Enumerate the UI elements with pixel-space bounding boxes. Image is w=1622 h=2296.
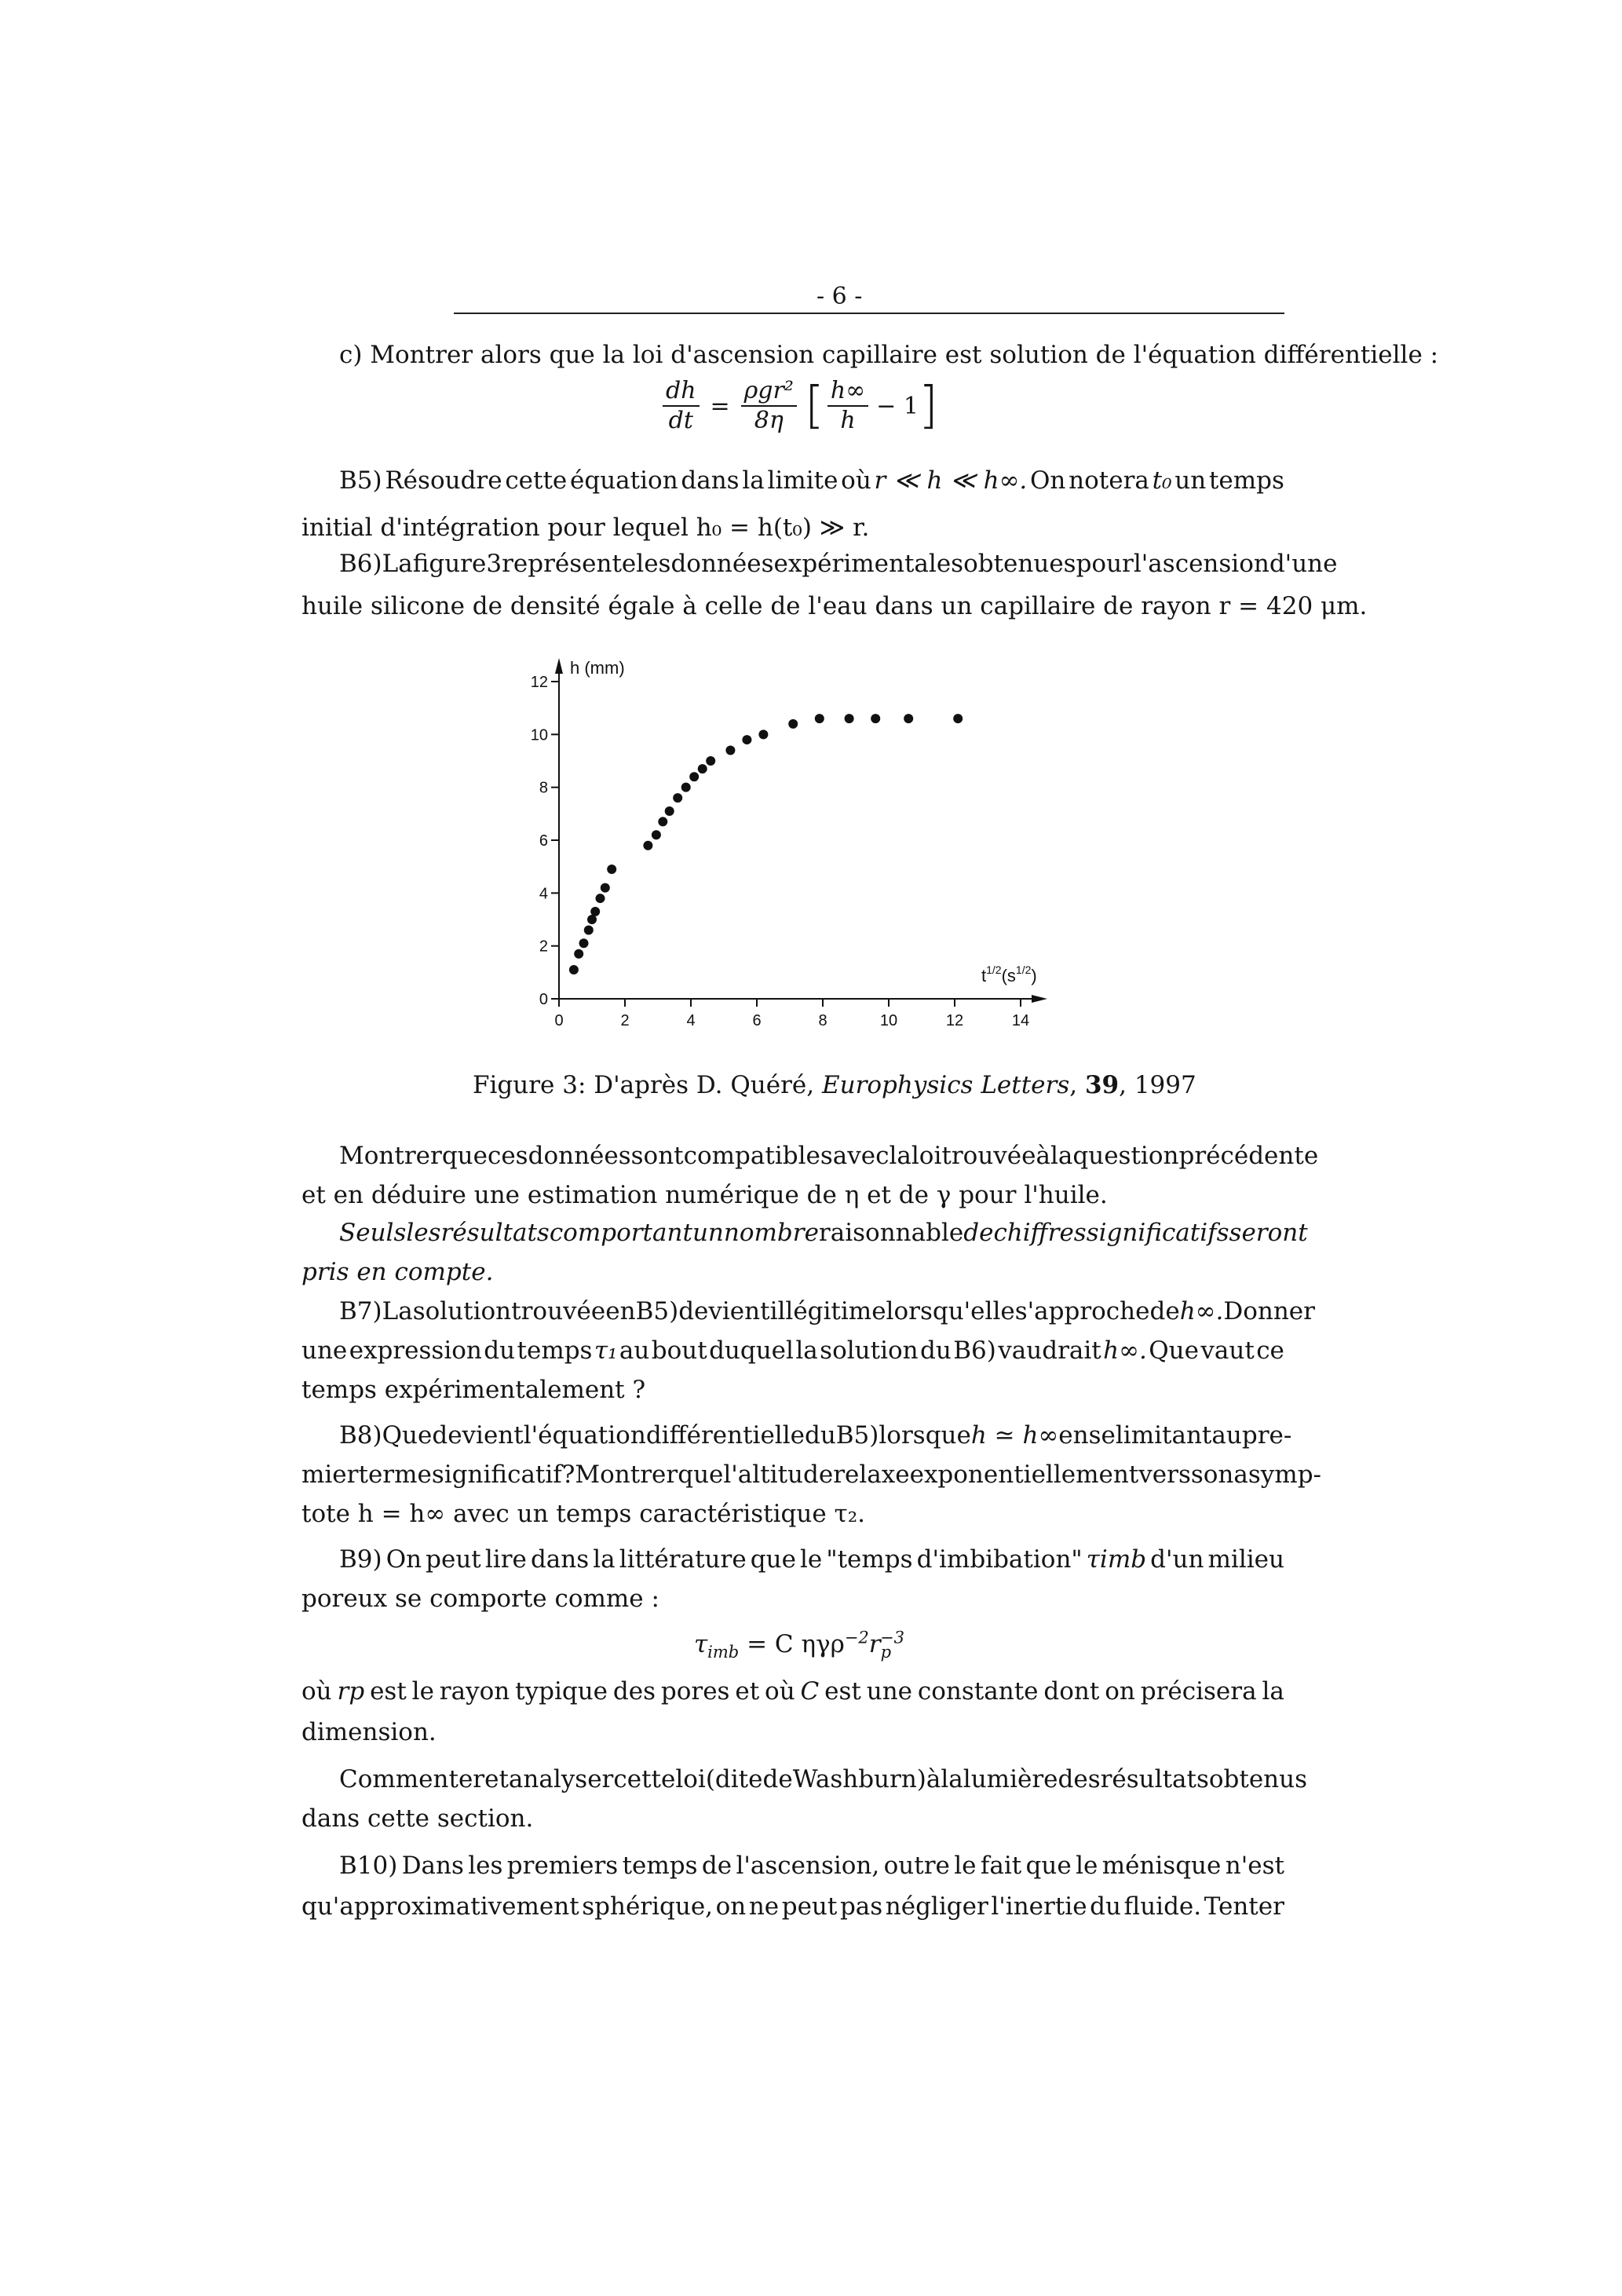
data-point (698, 764, 707, 773)
data-point (658, 817, 667, 826)
x-axis-arrow (1032, 995, 1047, 1003)
p-montrer-line2: et en déduire une estimation numérique de η et de γ pour l'huile. (301, 1181, 1108, 1209)
p-seuls-line2: pris en compte. (301, 1258, 494, 1286)
b8-line1: B8) Que devient l'équation différentielle du B5) lorsque h ≃ h∞ en se limitant au pre- (339, 1421, 1292, 1450)
data-point (574, 949, 583, 959)
b8-line3: tote h = h∞ avec un temps caractéristique τ₂. (301, 1500, 865, 1528)
data-point (665, 806, 674, 816)
x-tick-label: 6 (752, 1012, 762, 1029)
y-axis-arrow (555, 658, 563, 674)
x-tick-label: 14 (1011, 1012, 1030, 1029)
data-point (706, 756, 715, 766)
b9-line1: B9) On peut lire dans la littérature que le "temps d'imbibation" τimb d'un milieu (339, 1545, 1284, 1574)
data-point (681, 783, 691, 792)
p-commenter-line2: dans cette section. (301, 1804, 534, 1833)
data-point (643, 841, 652, 850)
p-seuls-line1: Seuls les résultats comportant un nombre raisonnable de chiffres significatifs seront (339, 1219, 1308, 1247)
data-point (953, 714, 963, 723)
y-tick-label: 0 (539, 991, 548, 1008)
b7-line1: B7) La solution trouvée en B5) devient illégitime lorsqu'elle s'approche de h∞. Donner (339, 1297, 1315, 1325)
equation-capillary-ode: $\frac{dh}{dt}$ = $\frac{\text{ρgr²}}{8\eta}$ [ $\frac{h\infty}{h}$ − 1 ] (659, 377, 938, 435)
x-tick-label: 2 (620, 1012, 630, 1029)
b9-line4: dimension. (301, 1718, 437, 1746)
y-axis-label: h (mm) (570, 658, 625, 678)
figure-caption: Figure 3: D'après D. Quéré, Europhysics Letters, 39, 1997 (473, 1071, 1196, 1099)
data-point (607, 865, 616, 874)
y-tick-label: 6 (539, 832, 548, 850)
data-point (596, 894, 605, 903)
data-point (758, 729, 768, 739)
data-point (584, 925, 594, 934)
b9-line3: où rp est le rayon typique des pores et où C est une constante dont on précisera la (301, 1677, 1284, 1706)
y-tick-label: 10 (530, 726, 548, 744)
b10-line2: qu'approximativement sphérique, on ne peut pas négliger l'inertie du fluide. Tenter (301, 1892, 1284, 1921)
x-tick-label: 0 (554, 1012, 564, 1029)
data-point (579, 938, 589, 948)
y-tick-label: 4 (539, 885, 548, 903)
page-number: - 6 - (816, 283, 863, 310)
data-point (845, 714, 854, 723)
data-point (590, 907, 600, 916)
x-tick-label: 4 (686, 1012, 696, 1029)
b5-line2: initial d'intégration pour lequel h₀ = h(t₀) ≫ r. (301, 514, 870, 542)
b10-line1: B10) Dans les premiers temps de l'ascension, outre le fait que le ménisque n'est (339, 1852, 1284, 1880)
data-point (904, 714, 913, 723)
equation-washburn: $\tau_{imb} = C$ $\eta\gamma\rho^{-2}r_p^{-3}$ (694, 1628, 905, 1662)
p-montrer-line1: Montrer que ces données sont compatibles avec la loi trouvée à la question précédente (339, 1142, 1319, 1170)
b8-line2: mier terme significatif ? Montrer que l'altitude relaxe exponentiellement vers son asymp- (301, 1461, 1322, 1489)
data-point (652, 830, 661, 839)
figure-3-chart (471, 628, 1099, 1052)
header-rule (454, 313, 1284, 314)
data-point (815, 714, 824, 723)
x-tick-label: 12 (945, 1012, 964, 1029)
data-point (788, 719, 798, 729)
data-point (569, 965, 579, 974)
b5-line1: B5) Résoudre cette équation dans la limite où r ≪ h ≪ h∞. On notera t₀ un temps (339, 466, 1284, 495)
y-tick-label: 8 (539, 779, 548, 797)
p-commenter-line1: Commenter et analyser cette loi (dite de Washburn) à la lumière des résultats obtenus (339, 1765, 1308, 1793)
x-axis-label: $t^{1/2}(s^{1/2})$ (981, 963, 1037, 985)
data-point (742, 735, 751, 744)
y-tick-label: 12 (530, 674, 548, 691)
b9-line2: poreux se comporte comme : (301, 1585, 659, 1613)
data-point (601, 883, 610, 893)
x-tick-label: 8 (818, 1012, 827, 1029)
data-point (673, 793, 682, 803)
data-point (725, 746, 735, 755)
b7-line3: temps expérimentalement ? (301, 1376, 646, 1404)
b6-line1: B6) La figure 3 représente les données expérimentales obtenues pour l'ascension d'une (339, 550, 1338, 578)
data-point (689, 772, 699, 781)
x-tick-label: 10 (879, 1012, 898, 1029)
data-point (871, 714, 880, 723)
b7-line2: une expression du temps τ₁ au bout duquel la solution du B6) vaudrait h∞. Que vaut ce (301, 1336, 1284, 1365)
y-tick-label: 2 (539, 938, 548, 956)
c-question: c) Montrer alors que la loi d'ascension capillaire est solution de l'équation différentielle : (339, 341, 1439, 369)
b6-line2: huile silicone de densité égale à celle de l'eau dans un capillaire de rayon r = 420 μm. (301, 592, 1368, 620)
